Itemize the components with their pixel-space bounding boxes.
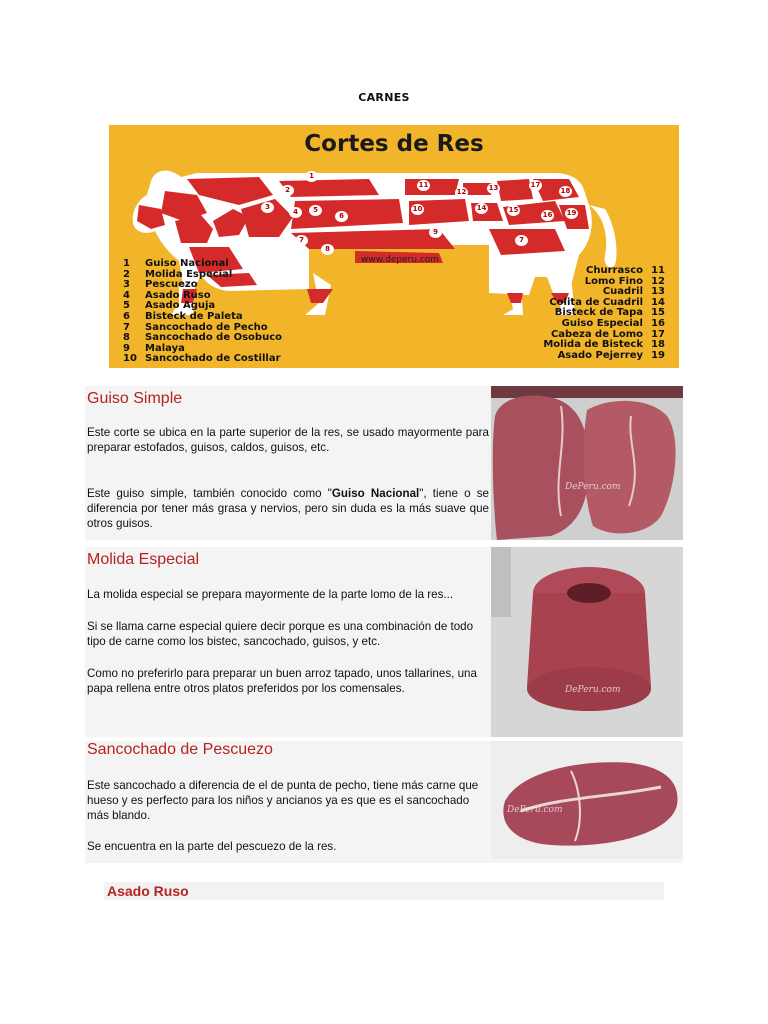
cut-number: 12 bbox=[456, 188, 467, 196]
legend-item: 8 Sancochado de Osobuco bbox=[123, 332, 282, 344]
photo-watermark: DePeru.com bbox=[565, 482, 621, 492]
legend-item: 4 Asado Ruso bbox=[123, 289, 211, 301]
legend-item: 10 Sancochado de Costillar bbox=[123, 353, 281, 365]
legend-item: 1 Guiso Nacional bbox=[123, 258, 229, 269]
photo-watermark: DePeru.com bbox=[565, 685, 621, 695]
section-sancochado-pescuezo bbox=[85, 741, 683, 863]
legend-item: Lomo Fino 12 bbox=[584, 275, 665, 287]
photo-guiso-simple bbox=[491, 386, 683, 540]
cut-number: 10 bbox=[412, 205, 423, 213]
cut-number: 15 bbox=[508, 206, 519, 214]
photo-sancochado-pescuezo bbox=[491, 741, 683, 859]
legend-item: Bisteck de Tapa 15 bbox=[554, 307, 665, 319]
section-title: Sancochado de Pescuezo bbox=[87, 741, 273, 758]
cut-number: 19 bbox=[566, 209, 577, 217]
section-paragraph: Si se llama carne especial quiere decir porque es una combinación de todo tipo de carne como los bistec, sancochado, guisos, y etc. bbox=[87, 620, 474, 648]
section-asado-ruso-header bbox=[104, 882, 664, 900]
banner-site-url: www.deperu.com bbox=[361, 255, 440, 265]
section-title: Guiso Simple bbox=[87, 390, 183, 407]
legend-item: 7 Sancochado de Pecho bbox=[123, 321, 268, 333]
legend-item: 2 Molida Especial bbox=[123, 268, 233, 280]
cut-number: 6 bbox=[335, 211, 348, 222]
section-title: Molida Especial bbox=[87, 551, 200, 568]
cut-number: 8 bbox=[321, 244, 334, 255]
section-paragraph: Como no preferirlo para preparar un buen arroz tapado, unos tallarines, una papa rellena entre otros platos preferidos por los comensales. bbox=[87, 667, 477, 695]
legend-item: Churrasco 11 bbox=[586, 265, 665, 276]
section-paragraph: La molida especial se prepara mayormente de la parte lomo de la res... bbox=[87, 588, 454, 601]
legend-item: Asado Pejerrey 19 bbox=[557, 349, 665, 361]
cut-number: 2 bbox=[281, 185, 294, 196]
section-paragraph: Este corte se ubica en la parte superior de la res, se usado mayormente para preparar estofados, guisos, caldos, guisos, etc. bbox=[87, 426, 489, 454]
cut-number: 13 bbox=[488, 184, 499, 192]
section-paragraph: Este guiso simple, también conocido como "Guiso Nacional", tiene o se diferencia por tener más grasa y nervios, pero sin duda es la más suave que otros guisos. bbox=[87, 487, 489, 530]
meat-photo bbox=[491, 386, 683, 540]
section-paragraph: Se encuentra en la parte del pescuezo de la res. bbox=[87, 840, 337, 853]
banner-title: Cortes de Res bbox=[304, 131, 484, 157]
legend-item: Cuadril 13 bbox=[602, 286, 665, 298]
legend-item: 9 Malaya bbox=[123, 342, 185, 354]
cut-number: 3 bbox=[261, 202, 274, 213]
section-guiso-simple bbox=[85, 386, 683, 540]
cut-number: 7 bbox=[515, 235, 528, 246]
legend-item: Guiso Especial 16 bbox=[561, 317, 665, 329]
cut-number: 16 bbox=[542, 211, 553, 219]
section-molida-especial bbox=[85, 547, 683, 737]
cut-number: 17 bbox=[530, 181, 541, 189]
cut-number: 1 bbox=[305, 171, 318, 182]
cut-number: 11 bbox=[418, 181, 429, 189]
meat-photo bbox=[491, 741, 683, 859]
section-paragraph: Este sancochado a diferencia de el de punta de pecho, tiene más carne que hueso y es perfecto para los niños y ancianos ya es que es el sancochado más blando. bbox=[87, 779, 479, 822]
legend-item: Molida de Bisteck 18 bbox=[543, 339, 665, 351]
beef-cuts-banner bbox=[109, 125, 679, 368]
legend-right bbox=[543, 266, 665, 361]
cut-number: 7 bbox=[295, 235, 308, 246]
legend-item: Cabeza de Lomo 17 bbox=[550, 328, 665, 340]
photo-watermark: DePeru.com bbox=[507, 805, 563, 815]
cut-number: 18 bbox=[560, 187, 571, 195]
cut-number: 4 bbox=[289, 207, 302, 218]
cut-number: 9 bbox=[429, 227, 442, 238]
cut-number: 5 bbox=[309, 205, 322, 216]
legend-item: 5 Asado Aguja bbox=[123, 300, 216, 312]
legend-item: 3 Pescuezo bbox=[123, 279, 198, 291]
document-title: CARNES bbox=[358, 91, 410, 104]
legend-item: 6 Bisteck de Paleta bbox=[123, 310, 243, 322]
meat-photo bbox=[491, 547, 683, 737]
legend-left bbox=[123, 259, 282, 365]
section-title: Asado Ruso bbox=[107, 883, 189, 899]
photo-molida-especial bbox=[491, 547, 683, 737]
cut-number: 14 bbox=[476, 204, 487, 212]
legend-item: Colita de Cuadril 14 bbox=[549, 296, 665, 308]
